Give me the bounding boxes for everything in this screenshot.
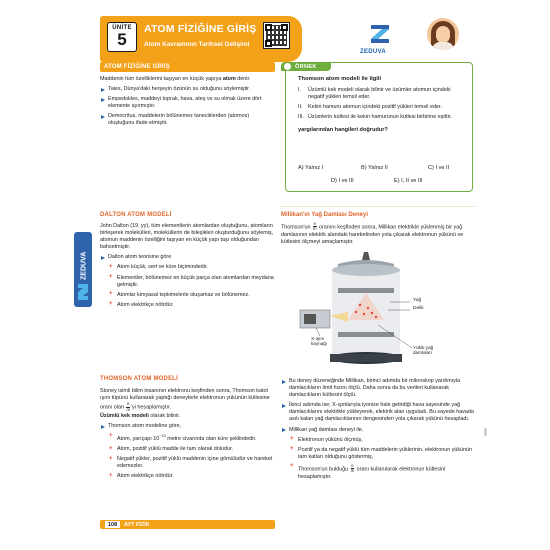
list-item: + Atom elektrikçe nötrdür. <box>100 302 275 309</box>
list-item: + Atom küçük, sert ve küre biçimindedir. <box>100 264 275 271</box>
list-item: Democritus, maddelerin bölünemez taneciklerden (atomos) oluştuğunu ifade etmiştir. <box>100 113 275 127</box>
dalton-paragraph: John Dalton (19. yy), tüm elementlerin atomlardan oluştuğunu, atomların birleşerek molekülleri, moleküllerin de bileşikleri oluşturduğunu söylemiş, atomun maddenin özelliğini taşıyan en küçük yapı taşı olduğundan bahsetmiştir. <box>100 223 274 251</box>
list-item: + Atomlar kimyasal tepkimelerle oluşamaz ve bölünemez. <box>100 292 275 299</box>
label-hole: Delik <box>413 306 424 311</box>
thomson-heading: THOMSON ATOM MODELİ <box>100 376 179 382</box>
label-xray-source: X-ışını kaynağı <box>311 336 328 346</box>
millikan-section <box>281 212 477 246</box>
list-item: + Atom elektrikçe nötrdür. <box>100 473 275 480</box>
option-b[interactable]: B) Yalnız II <box>361 165 388 171</box>
list-item: + Atom, pozitif yüklü madde ile tam olarak doludur. <box>100 446 275 453</box>
dalton-heading: DALTON ATOM MODELİ <box>100 212 172 218</box>
lightbulb-icon <box>284 63 291 70</box>
statement-3: III. Üzümlerin kütlesi ile kekin hamurunun kütlesi birbirine eşittir. <box>298 114 452 121</box>
option-a[interactable]: A) Yalnız I <box>298 165 324 171</box>
list-item: + Elementler, bölünemez en küçük parça olan atomlardan meydana gelmiştir. <box>100 275 275 289</box>
example-content <box>298 76 468 135</box>
list-item: + Atom, yarıçapı $10^{-10}$ metre civarında olan küre şeklindedir. <box>100 433 275 443</box>
question-title: Thomson atom modeli ile ilgili <box>298 76 382 82</box>
example-tag: ÖRNEK <box>281 62 331 71</box>
label-oil: Yağ <box>413 298 422 303</box>
label-charged-drops: Yüklü yağ damlaları <box>413 345 434 355</box>
intro-lead: Maddenin tüm özelliklerini taşıyan en küçük yapıya atom denir. <box>100 76 251 82</box>
unit-title: ATOM FİZİĞİNE GİRİŞ <box>144 23 257 35</box>
list-item: + Negatif yükler, pozitif yüklü maddenin içine gömülüdür ve hareket edemezler. <box>100 456 275 470</box>
option-e[interactable]: E) I, II ve III <box>394 178 423 184</box>
unit-badge <box>107 22 137 52</box>
statement-1: I. Üzümlü kek modeli olarak bilinir ve üzümler atomun içindeki negatif yükleri temsil eder. <box>298 87 451 101</box>
statement-2: II. Kekin hamuru atomun içindeki pozitif yükleri temsil eder. <box>298 104 442 111</box>
thomson-paragraph: Stoney isimli bilim insanının elektronu keşfinden sonra, Thomson katot ışını tüpünü kullanarak yaptığı deneylerle elektronun yükünün kütlesine oranı olan $\frac{e}{m}$ 'yi hesaplamıştır. <box>100 388 270 412</box>
author-avatar <box>427 18 459 50</box>
dalton-bullet: Dalton atom teorisine göre <box>100 254 275 261</box>
millikan-intro: Thomson'un $\frac{e}{m}$ oranını keşfinden sonra, Millikan elektrikle yüklenmiş bir yağ damlasının elektrik alandaki hareketinden yola çıkarak elektronun yükünü ve kütlesini ölçmeyi amaçlamıştır. <box>281 221 464 245</box>
svg-text:ZEDUVA: ZEDUVA <box>80 251 88 280</box>
thomson-bullet: Thomson atom modeline göre, <box>100 423 275 430</box>
page-number: 108 <box>104 520 121 529</box>
e-over-m-fraction: $\frac{e}{m}$ <box>313 221 317 232</box>
scroll-marker <box>484 428 487 436</box>
ribbon-brand <box>74 232 92 307</box>
e-over-m-fraction: $\frac{e}{m}$ <box>126 401 130 412</box>
list-item: Bu deney düzeneğinde Millikan, birinci adımda bir mikroskop yardımıyla damlacıkların limit hızını ölçtü. Daha sonra da bu verileri kullanarak damlacıkların kütlesini ölçtü. <box>281 378 477 399</box>
list-item: + Elektronun yükünü ölçmüş, <box>281 437 477 444</box>
z-logo-icon <box>368 22 392 46</box>
lower-plate <box>338 332 394 337</box>
thomson-model-name: Üzümlü kek modeli olarak bilinir. <box>100 413 181 419</box>
millikan-steps <box>281 378 477 481</box>
brand-name: ZEDUVA <box>360 49 387 55</box>
qr-code-icon[interactable] <box>263 22 290 49</box>
question-prompt: yargılarından hangileri doğrudur? <box>298 127 388 134</box>
option-c[interactable]: C) I ve II <box>428 165 450 171</box>
option-d[interactable]: D) I ve III <box>331 178 354 184</box>
footer-label: AYT FİZİK <box>124 521 150 528</box>
dalton-section <box>100 212 275 309</box>
millikan-heading: Millikan'ın Yağ Damlası Deneyi <box>281 212 369 218</box>
list-item: Millikan yağ damlası deneyi ile, <box>281 427 477 434</box>
unit-label: ÜNİTE <box>112 25 132 31</box>
upper-plate <box>338 288 394 293</box>
divider <box>281 206 476 207</box>
intro-heading: ATOM FİZİĞİNE GİRİŞ <box>100 62 275 72</box>
list-item: İkinci adımda ise; X-ışınlarıyla iyonize hale getirdiği hava sayesinde yağ damlacıklarını elektrikle yükleyerek, elektrik alan uyguladı. Bu sayede havada asılı kalan yağ damlacıklarının dengesinden yola çıkarak yükünü hesapladı. <box>281 402 477 423</box>
list-item: + Thomson'un bulduğu $\frac{e}{m}$ oranı kullanılarak elektronun kütlesini hesaplamıştır. <box>281 464 477 481</box>
list-item: Empedokles, maddeyi toprak, hava, ateş ve su olmak üzere dört elemente ayırmıştır. <box>100 96 275 110</box>
intro-section <box>100 62 275 128</box>
e-over-m-fraction: $\frac{e}{m}$ <box>350 462 355 474</box>
oil-nozzle <box>362 252 370 260</box>
unit-subtitle: Atom Kavramının Tarihsel Gelişimi <box>144 41 250 48</box>
thomson-section <box>100 376 275 480</box>
unit-number: 5 <box>117 30 127 49</box>
list-item: + Pozitif ya da negatif yüklü tüm maddelerin yüklerinin, elektronun yükünün tam katları olduğunu göstermiş, <box>281 447 477 461</box>
list-item: Tales, Dünya'daki herşeyin özünün su olduğunu söylemiştir. <box>100 86 275 93</box>
